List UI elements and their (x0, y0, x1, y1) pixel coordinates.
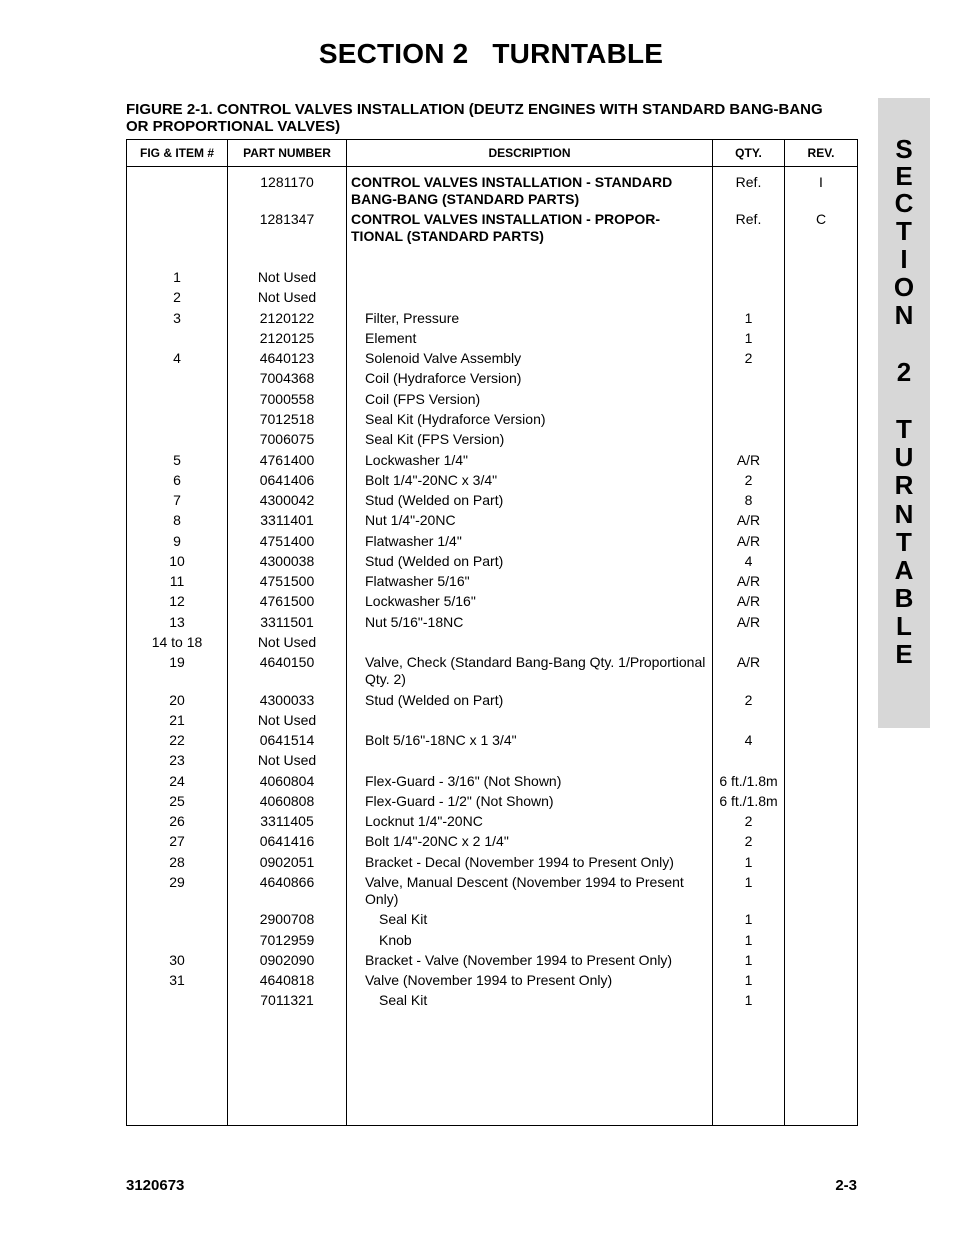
cell-desc: Filter, Pressure (365, 310, 460, 326)
cell-desc: Flex-Guard - 1/2" (Not Shown) (365, 793, 554, 809)
cell-fig: 14 to 18 (151, 634, 203, 650)
cell-qty: 1 (744, 932, 753, 948)
cell-desc: Seal Kit (FPS Version) (365, 431, 505, 447)
header-fig-item: FIG & ITEM # (139, 146, 214, 160)
cell-fig: 4 (173, 350, 181, 366)
cell-part: 1281347 (259, 211, 315, 227)
cell-desc: CONTROL VALVES INSTALLATION - STANDARD BANG-BANG (STANDARD PARTS) (351, 174, 673, 207)
figure-title: FIGURE 2-1. CONTROL VALVES INSTALLATION (DEUTZ ENGINES WITH STANDARD BANG-BANG OR PROPORTIONAL VALVES) (126, 101, 823, 135)
cell-desc: Valve, Manual Descent (November 1994 to Present Only) (365, 874, 684, 907)
side-tab-letter: 2 (896, 357, 912, 387)
side-tab-letter: E (895, 161, 913, 191)
cell-desc: Flatwasher 1/4" (365, 533, 462, 549)
cell-desc: Stud (Welded on Part) (365, 492, 504, 508)
cell-part: 7000558 (259, 391, 315, 407)
side-tab-letter: O (893, 272, 915, 302)
cell-qty: 6 ft./1.8m (719, 793, 778, 809)
cell-part: 4751400 (259, 533, 315, 549)
cell-desc: Lockwasher 1/4" (365, 452, 469, 468)
cell-qty: 4 (744, 553, 753, 569)
cell-desc: Bolt 5/16"-18NC x 1 3/4" (365, 732, 517, 748)
cell-fig: 27 (169, 833, 185, 849)
section-title: SECTION 2 TURNTABLE (318, 38, 664, 69)
cell-desc: Seal Kit (379, 911, 428, 927)
cell-fig: 22 (169, 732, 185, 748)
cell-qty: 1 (744, 874, 753, 890)
document-number: 3120673 (126, 1177, 185, 1194)
cell-part: Not Used (257, 269, 317, 285)
cell-part: 3311405 (260, 813, 314, 829)
side-tab-letter: T (896, 527, 912, 557)
cell-qty: A/R (736, 533, 761, 549)
cell-fig: 3 (173, 310, 181, 326)
cell-part: 7011321 (260, 992, 314, 1008)
cell-part: 0641416 (259, 833, 315, 849)
header-part-number: PART NUMBER (243, 146, 331, 160)
cell-qty: 1 (744, 952, 753, 968)
side-tab-letter: B (894, 583, 914, 613)
cell-fig: 7 (173, 492, 181, 508)
cell-desc: Flatwasher 5/16" (365, 573, 470, 589)
cell-fig: 2 (173, 289, 181, 305)
section-side-tab (878, 98, 930, 728)
side-tab-letter: I (900, 244, 908, 274)
cell-part: 2120122 (259, 310, 315, 326)
header-description: DESCRIPTION (488, 146, 571, 160)
cell-part: 7004368 (259, 370, 315, 386)
cell-part: 4640123 (259, 350, 315, 366)
cell-qty: 2 (744, 350, 753, 366)
cell-desc: Coil (FPS Version) (365, 391, 481, 407)
cell-part: 3311501 (260, 614, 314, 630)
cell-part: 4761500 (259, 593, 315, 609)
cell-fig: 31 (169, 972, 185, 988)
cell-part: 3311401 (260, 512, 314, 528)
cell-part: 0641406 (259, 472, 315, 488)
cell-fig: 19 (169, 654, 185, 670)
side-tab-letter: U (894, 442, 914, 472)
header-rev: REV. (807, 146, 835, 160)
cell-fig: 12 (169, 593, 185, 609)
cell-qty: 4 (744, 732, 753, 748)
cell-desc: Lockwasher 5/16" (365, 593, 476, 609)
cell-qty: A/R (736, 593, 761, 609)
cell-fig: 1 (173, 269, 181, 285)
cell-desc: Solenoid Valve Assembly (365, 350, 522, 366)
cell-fig: 8 (173, 512, 181, 528)
cell-qty: 8 (744, 492, 753, 508)
cell-part: 0641514 (259, 732, 315, 748)
column-divider (784, 140, 785, 1125)
cell-qty: A/R (736, 654, 761, 670)
cell-qty: Ref. (735, 211, 762, 227)
cell-desc: Stud (Welded on Part) (365, 692, 504, 708)
cell-desc: Nut 5/16"-18NC (365, 614, 464, 630)
cell-desc: Bracket - Valve (November 1994 to Present Only) (365, 952, 673, 968)
cell-part: 4761400 (259, 452, 315, 468)
cell-desc: Bolt 1/4"-20NC x 3/4" (365, 472, 498, 488)
cell-part: 4060804 (259, 773, 315, 789)
cell-desc: Valve, Check (Standard Bang-Bang Qty. 1/Proportional Qty. 2) (365, 654, 706, 687)
side-tab-letter: S (895, 134, 913, 164)
side-tab-letter: N (894, 499, 914, 529)
side-tab-letter: N (894, 300, 914, 330)
cell-fig: 28 (169, 854, 185, 870)
cell-fig: 20 (169, 692, 185, 708)
side-tab-letter: C (894, 188, 914, 218)
cell-fig: 6 (173, 472, 181, 488)
cell-desc: Locknut 1/4"-20NC (365, 813, 483, 829)
cell-part: 7012518 (259, 411, 315, 427)
cell-part: 4060808 (259, 793, 315, 809)
cell-fig: 9 (173, 533, 181, 549)
cell-desc: CONTROL VALVES INSTALLATION - PROPOR-TIONAL (STANDARD PARTS) (351, 211, 661, 244)
cell-qty: Ref. (735, 174, 762, 190)
cell-desc: Flex-Guard - 3/16" (Not Shown) (365, 773, 562, 789)
cell-part: 4751500 (259, 573, 315, 589)
side-tab-letter: L (896, 611, 912, 641)
cell-qty: 2 (744, 833, 753, 849)
cell-desc: Bracket - Decal (November 1994 to Present Only) (365, 854, 674, 870)
cell-qty: 6 ft./1.8m (719, 773, 778, 789)
side-tab-letter: E (895, 639, 913, 669)
side-tab-letter: T (896, 414, 912, 444)
cell-part: 4640818 (259, 972, 315, 988)
cell-desc: Knob (379, 932, 412, 948)
cell-part: 7012959 (259, 932, 315, 948)
cell-part: 0902090 (259, 952, 315, 968)
cell-fig: 30 (169, 952, 185, 968)
cell-fig: 11 (169, 573, 185, 589)
cell-part: 1281170 (260, 174, 314, 190)
cell-part: 0902051 (259, 854, 315, 870)
cell-part: 7006075 (259, 431, 315, 447)
cell-part: 2120125 (259, 330, 315, 346)
cell-fig: 25 (169, 793, 185, 809)
cell-desc: Seal Kit (379, 992, 428, 1008)
side-tab-letter: R (894, 470, 914, 500)
cell-part: 2900708 (259, 911, 315, 927)
cell-qty: 1 (744, 330, 753, 346)
cell-desc: Seal Kit (Hydraforce Version) (365, 411, 546, 427)
cell-part: Not Used (257, 289, 317, 305)
column-divider (346, 140, 347, 1125)
cell-qty: 1 (744, 854, 753, 870)
cell-qty: 1 (744, 992, 753, 1008)
cell-desc: Coil (Hydraforce Version) (365, 370, 522, 386)
cell-qty: 2 (744, 692, 753, 708)
side-tab-letter: T (896, 216, 912, 246)
parts-table (126, 139, 858, 1126)
cell-rev: I (819, 174, 823, 190)
cell-qty: 1 (744, 310, 753, 326)
cell-qty: 2 (744, 813, 753, 829)
header-divider (127, 166, 857, 167)
side-tab-letter: A (894, 555, 914, 585)
cell-fig: 21 (169, 712, 185, 728)
cell-desc: Element (365, 330, 417, 346)
cell-part: 4300033 (259, 692, 315, 708)
cell-part: Not Used (257, 712, 317, 728)
cell-qty: A/R (736, 614, 761, 630)
cell-desc: Stud (Welded on Part) (365, 553, 504, 569)
cell-fig: 10 (169, 553, 185, 569)
cell-fig: 5 (173, 452, 181, 468)
cell-fig: 29 (169, 874, 185, 890)
cell-fig: 26 (169, 813, 185, 829)
cell-qty: A/R (736, 452, 761, 468)
cell-qty: 1 (744, 972, 753, 988)
cell-part: Not Used (257, 634, 317, 650)
cell-desc: Nut 1/4"-20NC (365, 512, 456, 528)
page-number: 2-3 (835, 1177, 857, 1194)
cell-part: 4640150 (259, 654, 315, 670)
cell-part: Not Used (257, 752, 317, 768)
cell-fig: 13 (169, 614, 185, 630)
header-qty: QTY. (735, 146, 762, 160)
cell-part: 4300042 (259, 492, 315, 508)
cell-desc: Valve (November 1994 to Present Only) (365, 972, 613, 988)
cell-part: 4640866 (259, 874, 315, 890)
cell-qty: A/R (736, 573, 761, 589)
cell-fig: 23 (169, 752, 185, 768)
cell-qty: 1 (744, 911, 753, 927)
cell-desc: Bolt 1/4"-20NC x 2 1/4" (365, 833, 509, 849)
cell-qty: A/R (736, 512, 761, 528)
cell-rev: C (815, 211, 827, 227)
cell-qty: 2 (744, 472, 753, 488)
cell-fig: 24 (169, 773, 185, 789)
cell-part: 4300038 (259, 553, 315, 569)
